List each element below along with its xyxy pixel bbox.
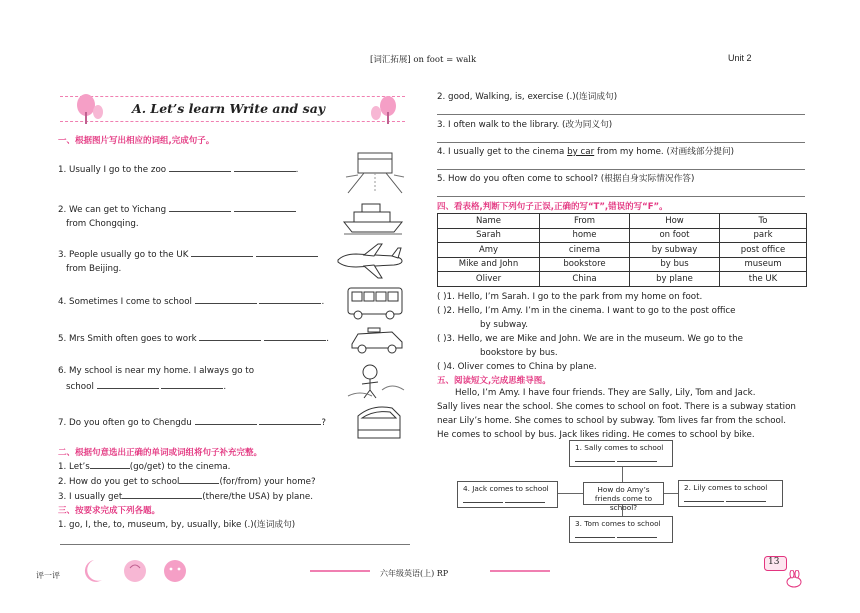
answer-line[interactable] bbox=[437, 169, 805, 170]
answer-blank[interactable] bbox=[169, 162, 231, 172]
section4-heading: 四、看表格,判断下列句子正误,正确的写“T”,错误的写“F”。 bbox=[437, 202, 668, 212]
answer-blank[interactable] bbox=[195, 415, 257, 425]
footer-evaluate-label: 评一评 bbox=[36, 571, 60, 580]
rating-moons-icon[interactable] bbox=[80, 556, 190, 586]
s1-question-2: 2. We can get to Yichang bbox=[58, 202, 296, 218]
table-cell: by bus bbox=[630, 257, 720, 272]
table-row bbox=[438, 257, 807, 272]
pink-tree-left-icon bbox=[70, 92, 106, 126]
s1-question-7: 7. Do you often go to Chengdu ? bbox=[58, 415, 326, 431]
answer-blank[interactable] bbox=[575, 455, 615, 462]
s3-question-4: 4. I usually get to the cinema by car from my home. (对画线部分提问) bbox=[437, 147, 735, 157]
answer-blank[interactable] bbox=[122, 489, 202, 499]
zoo-walking-path-image bbox=[344, 147, 406, 195]
table-cell: by plane bbox=[630, 272, 720, 287]
table-header-row bbox=[438, 214, 807, 229]
tf-item-2: ( )2. Hello, I’m Amy. I’m in the cinema. I want to go to the post office bbox=[437, 306, 736, 316]
footer-book-title: 六年级英语(上) RP bbox=[380, 569, 449, 578]
table-cell: park bbox=[720, 228, 807, 243]
child-walking-image bbox=[346, 360, 406, 400]
answer-blank[interactable] bbox=[191, 247, 253, 257]
table-row bbox=[438, 272, 807, 287]
tf-answer-paren[interactable]: ( ) bbox=[437, 292, 447, 302]
page-number: 13 bbox=[768, 557, 780, 567]
table-cell: cinema bbox=[540, 243, 630, 258]
table-cell: China bbox=[540, 272, 630, 287]
mindmap-connector bbox=[664, 493, 678, 494]
table-cell: by subway bbox=[630, 243, 720, 258]
mindmap-box-sally: 1. Sally comes to school bbox=[569, 440, 673, 467]
answer-line[interactable] bbox=[437, 114, 805, 115]
s2-question-1: 1. Let’s (go/get) to the cinema. bbox=[58, 459, 230, 475]
passage-line: He comes to school by bus. Jack likes riding. He comes to school by bike. bbox=[437, 430, 755, 440]
mindmap-connector bbox=[558, 493, 583, 494]
mindmap-box-lily: 2. Lily comes to school bbox=[678, 480, 783, 507]
answer-blank[interactable] bbox=[684, 495, 724, 502]
answer-blank[interactable] bbox=[169, 202, 231, 212]
s1-question-3: 3. People usually go to the UK bbox=[58, 247, 318, 263]
mindmap-center: How do Amy’s friends come to school? bbox=[583, 482, 664, 505]
answer-blank[interactable] bbox=[90, 459, 130, 469]
mindmap-box-jack: 4. Jack comes to school bbox=[457, 481, 558, 508]
answer-blank[interactable] bbox=[97, 379, 159, 389]
s1-question-6: 6. My school is near my home. I always go to bbox=[58, 366, 255, 376]
answer-blank[interactable] bbox=[505, 496, 545, 503]
airplane-image bbox=[334, 242, 406, 280]
table-row bbox=[438, 228, 807, 243]
answer-blank[interactable] bbox=[234, 162, 296, 172]
travel-table bbox=[437, 213, 807, 287]
s3-question-2: 2. good, Walking, is, exercise (.)(连词成句) bbox=[437, 92, 618, 102]
table-cell: home bbox=[540, 228, 630, 243]
table-cell: post office bbox=[720, 243, 807, 258]
answer-blank[interactable] bbox=[234, 202, 296, 212]
passage-line: Sally lives near the school. She comes to school on foot. There is a subway station bbox=[437, 402, 796, 412]
section1-heading: 一、根据图片写出相应的词组,完成句子。 bbox=[58, 136, 215, 146]
tf-item-3-cont: bookstore by bus. bbox=[480, 348, 558, 358]
tf-answer-paren[interactable]: ( ) bbox=[437, 334, 447, 344]
answer-blank[interactable] bbox=[195, 294, 257, 304]
answer-blank[interactable] bbox=[259, 415, 321, 425]
tf-item-2-cont: by subway. bbox=[480, 320, 529, 330]
passage-line: near Lily’s home. She comes to school by subway. Tom lives far from the school. bbox=[437, 416, 787, 426]
table-cell: Oliver bbox=[438, 272, 540, 287]
underlined-phrase: by car bbox=[567, 147, 595, 157]
tf-answer-paren[interactable]: ( ) bbox=[437, 362, 447, 372]
answer-blank[interactable] bbox=[575, 531, 615, 538]
tf-item-1: ( )1. Hello, I’m Sarah. I go to the park from my home on foot. bbox=[437, 292, 703, 302]
answer-blank[interactable] bbox=[161, 379, 223, 389]
table-cell: Mike and John bbox=[438, 257, 540, 272]
answer-line[interactable] bbox=[437, 142, 805, 143]
answer-blank[interactable] bbox=[179, 474, 219, 484]
answer-blank[interactable] bbox=[726, 495, 766, 502]
answer-line[interactable] bbox=[60, 544, 410, 545]
s3-question-5: 5. How do you often come to school? (根据自身实际情况作答) bbox=[437, 174, 695, 184]
answer-blank[interactable] bbox=[617, 531, 657, 538]
answer-blank[interactable] bbox=[463, 496, 503, 503]
tf-item-4: ( )4. Oliver comes to China by plane. bbox=[437, 362, 597, 372]
section2-heading: 二、根据句意选出正确的单词或词组将句子补充完整。 bbox=[58, 448, 263, 458]
footer-divider bbox=[310, 570, 370, 572]
s1-question-6-cont: school . bbox=[66, 379, 226, 395]
mindmap-box-tom: 3. Tom comes to school bbox=[569, 516, 673, 543]
s1-question-1: 1. Usually I go to the zoo . bbox=[58, 162, 298, 178]
section-title: A. Let’s learn Write and say bbox=[132, 101, 326, 116]
pink-tree-right-icon bbox=[368, 94, 402, 126]
ship-image bbox=[340, 196, 406, 236]
table-cell: museum bbox=[720, 257, 807, 272]
section5-heading: 五、阅读短文,完成思维导图。 bbox=[437, 376, 551, 386]
table-header: How bbox=[630, 214, 720, 229]
bunny-decoration-icon bbox=[784, 570, 806, 588]
s3-question-1: 1. go, I, the, to, museum, by, usually, bike (.)(连词成句) bbox=[58, 520, 296, 530]
answer-blank[interactable] bbox=[264, 331, 326, 341]
answer-blank[interactable] bbox=[199, 331, 261, 341]
s2-question-2: 2. How do you get to school (for/from) your home? bbox=[58, 474, 316, 490]
vocab-expansion-note: [词汇拓展] on foot = walk bbox=[370, 55, 477, 65]
bus-image bbox=[344, 284, 406, 320]
answer-blank[interactable] bbox=[256, 247, 318, 257]
answer-blank[interactable] bbox=[259, 294, 321, 304]
table-header: Name bbox=[438, 214, 540, 229]
tf-item-3: ( )3. Hello, we are Mike and John. We are in the museum. We go to the bbox=[437, 334, 743, 344]
s2-question-3: 3. I usually get (there/the USA) by plane. bbox=[58, 489, 313, 505]
tf-answer-paren[interactable]: ( ) bbox=[437, 306, 447, 316]
taxi-car-image bbox=[348, 322, 406, 356]
table-cell: Sarah bbox=[438, 228, 540, 243]
s1-question-2-cont: from Chongqing. bbox=[66, 219, 139, 229]
passage-line: Hello, I’m Amy. I have four friends. They are Sally, Lily, Tom and Jack. bbox=[455, 388, 756, 398]
table-row bbox=[438, 243, 807, 258]
table-header: To bbox=[720, 214, 807, 229]
s1-question-4: 4. Sometimes I come to school . bbox=[58, 294, 324, 310]
answer-blank[interactable] bbox=[617, 455, 657, 462]
table-cell: on foot bbox=[630, 228, 720, 243]
table-cell: the UK bbox=[720, 272, 807, 287]
answer-line[interactable] bbox=[437, 196, 805, 197]
section3-heading: 三、按要求完成下列各题。 bbox=[58, 506, 161, 516]
table-header: From bbox=[540, 214, 630, 229]
footer-divider bbox=[490, 570, 550, 572]
table-cell: bookstore bbox=[540, 257, 630, 272]
unit-label: Unit 2 bbox=[728, 53, 752, 63]
mindmap-connector bbox=[622, 467, 623, 482]
s1-question-5: 5. Mrs Smith often goes to work . bbox=[58, 331, 329, 347]
s1-question-3-cont: from Beijing. bbox=[66, 264, 122, 274]
table-cell: Amy bbox=[438, 243, 540, 258]
s3-question-3: 3. I often walk to the library. (改为同义句) bbox=[437, 120, 613, 130]
high-speed-train-image bbox=[352, 402, 406, 442]
